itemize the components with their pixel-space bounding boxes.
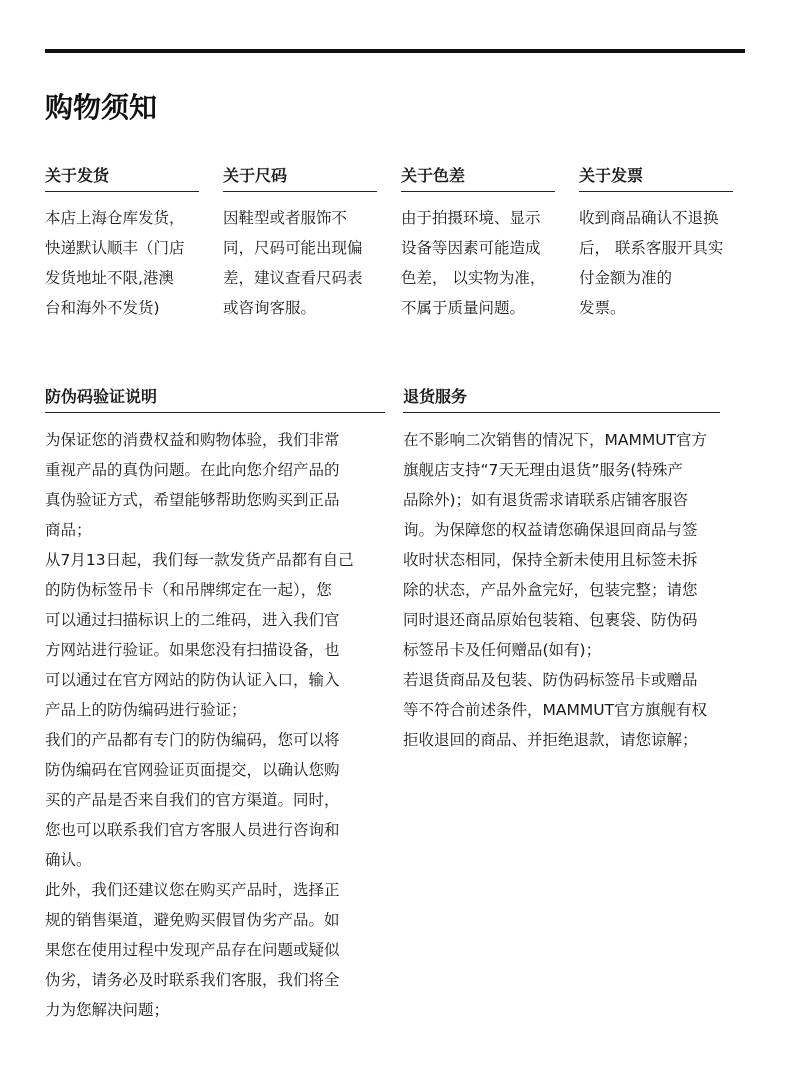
text-line: 规的销售渠道，避免购买假冒伪劣产品。如 xyxy=(45,911,340,929)
text-line: 标签吊卡及任何赠品(如有)； xyxy=(403,641,602,659)
text-line: 的防伪标签吊卡（和吊牌绑定在一起），您 xyxy=(45,581,332,599)
notice-shipping-title: 关于发货 xyxy=(45,163,199,192)
page-title: 购物须知 xyxy=(45,91,158,124)
text-line: 重视产品的真伪问题。在此向您介绍产品的 xyxy=(45,461,340,479)
anti-counterfeit-body xyxy=(45,425,385,1025)
text-line: 可以通过扫描标识上的二维码，进入我们官 xyxy=(45,611,340,629)
returns-section xyxy=(403,384,720,755)
text-line: 为保证您的消费权益和购物体验，我们非常 xyxy=(45,431,340,449)
notice-color-body xyxy=(401,203,555,323)
anti-counterfeit-title: 防伪码验证说明 xyxy=(45,384,385,413)
text-line: 此外，我们还建议您在购买产品时，选择正 xyxy=(45,881,340,899)
text-line: 快递默认顺丰（门店 xyxy=(45,239,185,257)
text-line: 除的状态，产品外盒完好，包装完整；请您 xyxy=(403,581,698,599)
text-line: 同时退还商品原始包装箱、包裹袋、防伪码 xyxy=(403,611,698,629)
notice-invoice xyxy=(579,163,733,323)
text-line: 差，建议查看尺码表 xyxy=(223,269,363,287)
text-line: 我们的产品都有专门的防伪编码，您可以将 xyxy=(45,731,340,749)
text-line: 收时状态相同，保持全新未使用且标签未拆 xyxy=(403,551,698,569)
notice-size-title: 关于尺码 xyxy=(223,163,377,192)
notice-shipping-body xyxy=(45,203,199,323)
text-line: 本店上海仓库发货， xyxy=(45,209,185,227)
returns-body xyxy=(403,425,720,755)
text-line: 可以通过在官方网站的防伪认证入口，输入 xyxy=(45,671,340,689)
text-line: 不属于质量问题。 xyxy=(401,299,526,317)
text-line: 方网站进行验证。如果您没有扫描设备，也 xyxy=(45,641,340,659)
text-line: 付金额为准的 xyxy=(579,269,673,287)
text-line: 商品； xyxy=(45,521,92,539)
notice-invoice-body xyxy=(579,203,733,323)
text-line: 在不影响二次销售的情况下，MAMMUT官方 xyxy=(403,431,708,449)
text-line: 您也可以联系我们官方客服人员进行咨询和 xyxy=(45,821,340,839)
text-line: 询。为保障您的权益请您确保退回商品与签 xyxy=(403,521,698,539)
text-line: 买的产品是否来自我们的官方渠道。同时， xyxy=(45,791,340,809)
text-line: 防伪编码在官网验证页面提交，以确认您购 xyxy=(45,761,340,779)
text-line: 发货地址不限,港澳 xyxy=(45,269,174,287)
text-line: 或咨询客服。 xyxy=(223,299,317,317)
text-line: 若退货商品及包装、防伪码标签吊卡或赠品 xyxy=(403,671,698,689)
text-line: 设备等因素可能造成 xyxy=(401,239,541,257)
text-line: 由于拍摄环境、显示 xyxy=(401,209,541,227)
text-line: 因鞋型或者服饰不 xyxy=(223,209,348,227)
notice-invoice-title: 关于发票 xyxy=(579,163,733,192)
returns-title: 退货服务 xyxy=(403,384,720,413)
text-line: 从7月13日起，我们每一款发货产品都有自己 xyxy=(45,551,354,569)
text-line: 发票。 xyxy=(579,299,626,317)
text-line: 色差， 以实物为准， xyxy=(401,269,546,287)
notice-size xyxy=(223,163,377,323)
text-line: 品除外)；如有退货需求请联系店铺客服咨 xyxy=(403,491,689,509)
text-line: 后， 联系客服开具实 xyxy=(579,239,724,257)
text-line: 真伪验证方式，希望能够帮助您购买到正品 xyxy=(45,491,340,509)
notice-color-title: 关于色差 xyxy=(401,163,555,192)
text-line: 旗舰店支持“7天无理由退货”服务(特殊产 xyxy=(403,461,683,479)
text-line: 果您在使用过程中发现产品存在问题或疑似 xyxy=(45,941,340,959)
text-line: 同，尺码可能出现偏 xyxy=(223,239,363,257)
text-line: 伪劣，请务必及时联系我们客服，我们将全 xyxy=(45,971,340,989)
text-line: 台和海外不发货) xyxy=(45,299,160,317)
anti-counterfeit-section xyxy=(45,384,385,1025)
text-line: 等不符合前述条件，MAMMUT官方旗舰有权 xyxy=(403,701,708,719)
text-line: 收到商品确认不退换 xyxy=(579,209,719,227)
top-rule xyxy=(45,49,745,53)
notice-shipping xyxy=(45,163,199,323)
text-line: 确认。 xyxy=(45,851,92,869)
text-line: 拒收退回的商品、并拒绝退款，请您谅解； xyxy=(403,731,698,749)
notice-color xyxy=(401,163,555,323)
notice-size-body xyxy=(223,203,377,323)
text-line: 产品上的防伪编码进行验证； xyxy=(45,701,247,719)
text-line: 力为您解决问题； xyxy=(45,1001,170,1019)
